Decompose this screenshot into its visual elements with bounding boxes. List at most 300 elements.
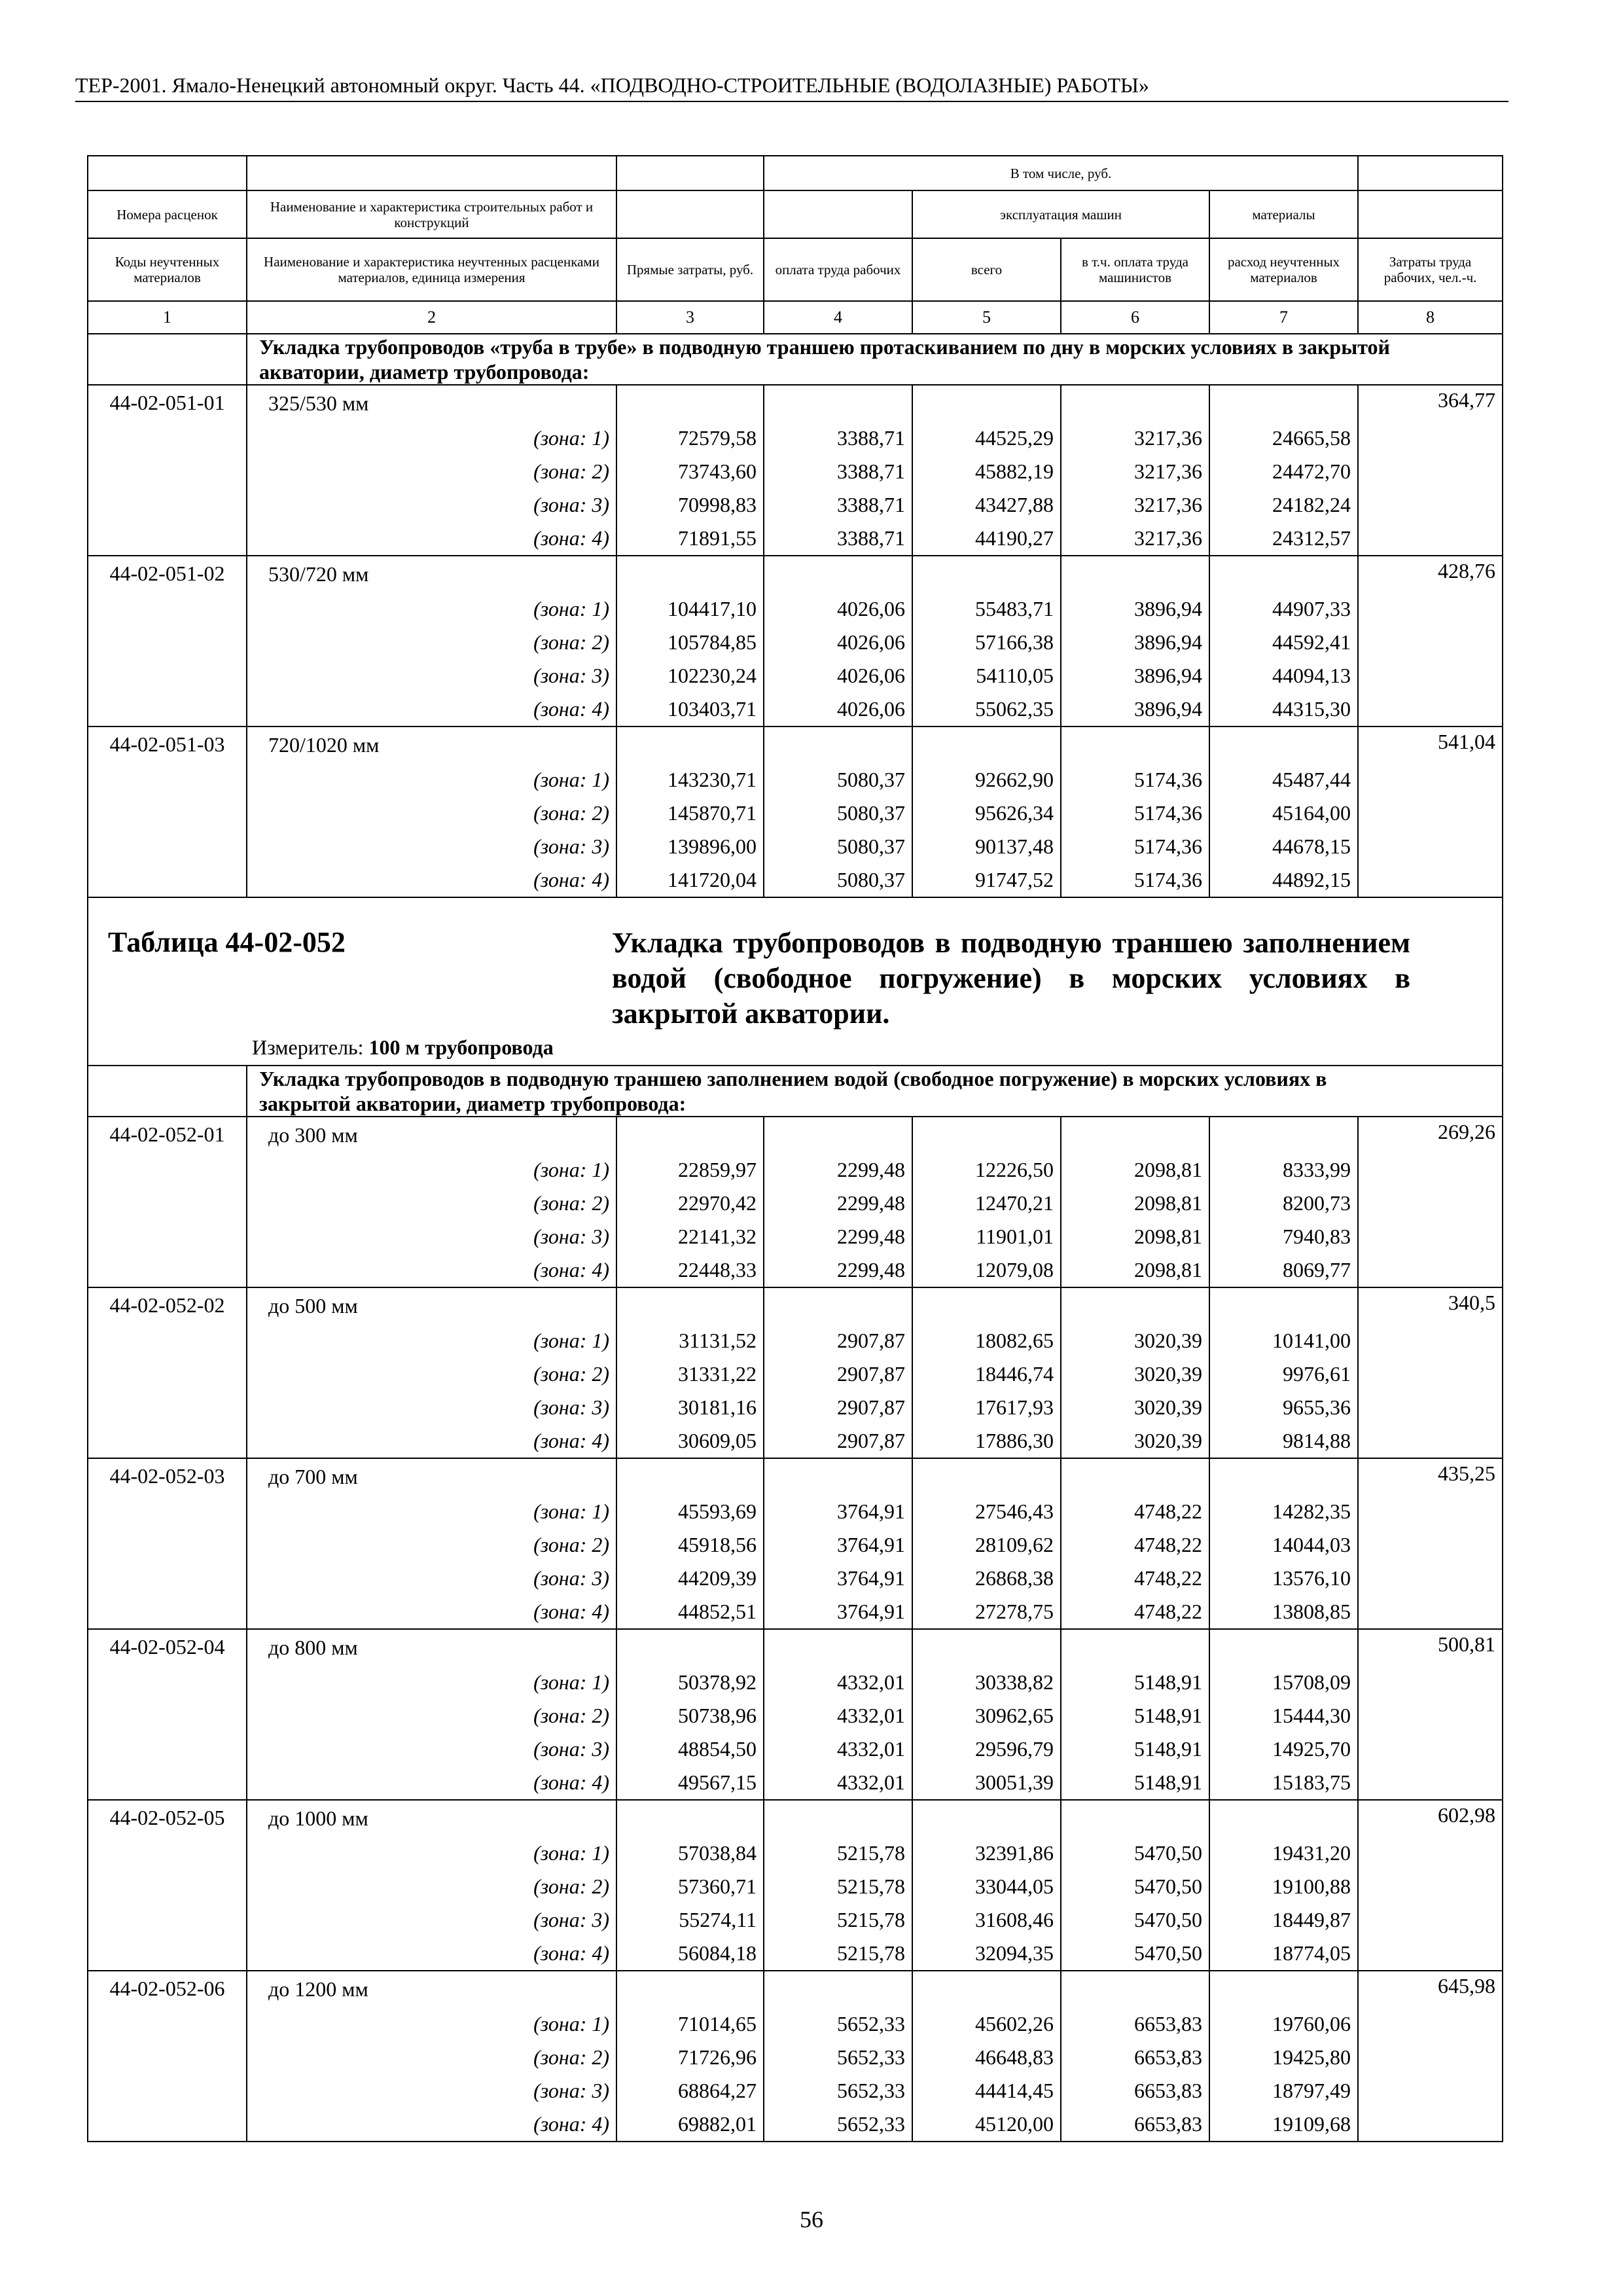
- cost-value: 2098,81: [1061, 1220, 1209, 1253]
- labor-value: 428,76: [1358, 556, 1503, 592]
- table-title-row: [88, 897, 1503, 1066]
- cost-value: 30962,65: [912, 1699, 1061, 1732]
- col-material-codes: Коды неучтенных материалов: [88, 238, 247, 301]
- rate-code: 44-02-051-02: [88, 556, 247, 726]
- rate-code: 44-02-052-02: [88, 1287, 247, 1458]
- cost-value: 2299,48: [764, 1220, 912, 1253]
- cost-value: 7940,83: [1209, 1220, 1358, 1253]
- cost-value: 24472,70: [1209, 455, 1358, 488]
- cost-value: 69882,01: [616, 2108, 764, 2142]
- cost-value: 4026,06: [764, 692, 912, 726]
- cost-value: 5174,36: [1061, 863, 1209, 897]
- unit-value: 100 м трубопровода: [368, 1035, 554, 1059]
- cost-value: 19100,88: [1209, 1870, 1358, 1903]
- cost-value: 2907,87: [764, 1357, 912, 1391]
- cost-value: 30338,82: [912, 1666, 1061, 1699]
- zone-label: (зона: 3): [247, 830, 616, 863]
- cost-value: 27546,43: [912, 1495, 1061, 1528]
- cost-value: 8333,99: [1209, 1153, 1358, 1187]
- rate-name: до 700 мм: [247, 1458, 616, 1495]
- rate-row: [88, 1287, 1503, 1324]
- cost-value: 57166,38: [912, 626, 1061, 659]
- cost-value: 55274,11: [616, 1903, 764, 1937]
- cost-value: 44094,13: [1209, 659, 1358, 692]
- labor-value: 269,26: [1358, 1117, 1503, 1153]
- cost-value: 12226,50: [912, 1153, 1061, 1187]
- cost-value: 50738,96: [616, 1699, 764, 1732]
- cost-value: 45882,19: [912, 455, 1061, 488]
- cost-value: 45164,00: [1209, 797, 1358, 830]
- zone-row: [88, 692, 1503, 726]
- section-title: Укладка трубопроводов «труба в трубе» в подводную траншею протаскиванием по дну в морских условиях в закрытой акватории, диаметр трубопровода:: [247, 334, 1503, 385]
- cost-value: 44907,33: [1209, 592, 1358, 626]
- cost-value: 24312,57: [1209, 522, 1358, 556]
- cost-value: 4748,22: [1061, 1495, 1209, 1528]
- zone-label: (зона: 3): [247, 488, 616, 522]
- cost-value: 6653,83: [1061, 2041, 1209, 2074]
- cost-value: 32094,35: [912, 1937, 1061, 1971]
- cost-value: 15444,30: [1209, 1699, 1358, 1732]
- cost-value: 2907,87: [764, 1391, 912, 1424]
- cost-value: 3217,36: [1061, 488, 1209, 522]
- rate-name: до 500 мм: [247, 1287, 616, 1324]
- cost-value: 19425,80: [1209, 2041, 1358, 2074]
- cost-value: 5470,50: [1061, 1870, 1209, 1903]
- rate-row: [88, 1629, 1503, 1666]
- cost-value: 3896,94: [1061, 592, 1209, 626]
- rate-row: [88, 1800, 1503, 1837]
- cost-value: 44892,15: [1209, 863, 1358, 897]
- rate-name: 530/720 мм: [247, 556, 616, 592]
- rate-code: 44-02-052-05: [88, 1800, 247, 1971]
- cost-value: 44852,51: [616, 1595, 764, 1629]
- column-numbers-row: 1 2 3 4 5 6 7 8: [88, 301, 1503, 334]
- cost-value: 24665,58: [1209, 422, 1358, 455]
- labor-value: 602,98: [1358, 1800, 1503, 1837]
- cost-value: 4332,01: [764, 1766, 912, 1800]
- cost-value: 44190,27: [912, 522, 1061, 556]
- section-title: Укладка трубопроводов в подводную траншею заполнением водой (свободное погружение) в морских условиях в закрытой акватории, диаметр трубопровода:: [247, 1066, 1503, 1117]
- cost-value: 18082,65: [912, 1324, 1061, 1357]
- zone-label: (зона: 4): [247, 1424, 616, 1458]
- unit-measure: [252, 1035, 554, 1060]
- zone-label: (зона: 4): [247, 863, 616, 897]
- cost-value: 14925,70: [1209, 1732, 1358, 1766]
- cost-value: 3764,91: [764, 1562, 912, 1595]
- cost-value: 22448,33: [616, 1253, 764, 1287]
- rates-table: [87, 155, 1503, 2142]
- zone-row: [88, 863, 1503, 897]
- cost-value: 2907,87: [764, 1424, 912, 1458]
- labor-value: 340,5: [1358, 1287, 1503, 1324]
- zone-label: (зона: 3): [247, 2074, 616, 2108]
- zone-row: [88, 830, 1503, 863]
- cost-value: 5148,91: [1061, 1766, 1209, 1800]
- rate-code: 44-02-051-01: [88, 385, 247, 556]
- cost-value: 3764,91: [764, 1595, 912, 1629]
- cost-value: 3020,39: [1061, 1391, 1209, 1424]
- zone-row: [88, 1595, 1503, 1629]
- cost-value: 28109,62: [912, 1528, 1061, 1562]
- cost-value: 3217,36: [1061, 522, 1209, 556]
- cost-value: 4026,06: [764, 626, 912, 659]
- section-header-row: [88, 334, 1503, 385]
- zone-row: [88, 1666, 1503, 1699]
- zone-label: (зона: 2): [247, 1357, 616, 1391]
- zone-label: (зона: 1): [247, 2007, 616, 2041]
- cost-value: 2299,48: [764, 1253, 912, 1287]
- labor-value: 541,04: [1358, 726, 1503, 763]
- cost-value: 17886,30: [912, 1424, 1061, 1458]
- zone-label: (зона: 2): [247, 1699, 616, 1732]
- cost-value: 44414,45: [912, 2074, 1061, 2108]
- cost-value: 9655,36: [1209, 1391, 1358, 1424]
- cost-value: 5174,36: [1061, 830, 1209, 863]
- zone-row: [88, 1732, 1503, 1766]
- zone-label: (зона: 1): [247, 1324, 616, 1357]
- cost-value: 44525,29: [912, 422, 1061, 455]
- cost-value: 4332,01: [764, 1699, 912, 1732]
- cost-value: 3388,71: [764, 488, 912, 522]
- cost-value: 4026,06: [764, 592, 912, 626]
- cost-value: 5080,37: [764, 863, 912, 897]
- zone-row: [88, 1495, 1503, 1528]
- cost-value: 54110,05: [912, 659, 1061, 692]
- cost-value: 3217,36: [1061, 455, 1209, 488]
- cost-value: 104417,10: [616, 592, 764, 626]
- cost-value: 2907,87: [764, 1324, 912, 1357]
- cost-value: 31608,46: [912, 1903, 1061, 1937]
- cost-value: 72579,58: [616, 422, 764, 455]
- col-material-names: Наименование и характеристика неучтенных расценками материалов, единица измерения: [247, 238, 616, 301]
- cost-value: 29596,79: [912, 1732, 1061, 1766]
- zone-label: (зона: 3): [247, 1391, 616, 1424]
- zone-row: [88, 1424, 1503, 1458]
- cost-value: 30051,39: [912, 1766, 1061, 1800]
- zone-row: [88, 1903, 1503, 1937]
- zone-row: [88, 2108, 1503, 2142]
- cost-value: 45120,00: [912, 2108, 1061, 2142]
- rate-name: до 300 мм: [247, 1117, 616, 1153]
- cost-value: 3896,94: [1061, 659, 1209, 692]
- zone-row: [88, 592, 1503, 626]
- col-labor: Затраты труда рабочих, чел.-ч.: [1358, 238, 1503, 301]
- labor-value: 435,25: [1358, 1458, 1503, 1495]
- cost-value: 71726,96: [616, 2041, 764, 2074]
- zone-label: (зона: 2): [247, 2041, 616, 2074]
- cost-value: 43427,88: [912, 488, 1061, 522]
- rate-row: [88, 1117, 1503, 1153]
- cost-value: 45487,44: [1209, 763, 1358, 797]
- cost-value: 102230,24: [616, 659, 764, 692]
- cost-value: 3020,39: [1061, 1424, 1209, 1458]
- col-labor-pay: оплата труда рабочих: [764, 238, 912, 301]
- cost-value: 105784,85: [616, 626, 764, 659]
- zone-label: (зона: 4): [247, 1595, 616, 1629]
- col-work-name: Наименование и характеристика строительных работ и конструкций: [247, 190, 616, 238]
- rate-name: до 1200 мм: [247, 1971, 616, 2007]
- zone-label: (зона: 3): [247, 1732, 616, 1766]
- cost-value: 19431,20: [1209, 1837, 1358, 1870]
- zone-row: [88, 2074, 1503, 2108]
- page-header: ТЕР-2001. Ямало-Ненецкий автономный округ. Часть 44. «ПОДВОДНО-СТРОИТЕЛЬНЫЕ (ВОДОЛАЗНЫЕ) РАБОТЫ»: [75, 72, 1508, 102]
- zone-row: [88, 2007, 1503, 2041]
- zone-row: [88, 1187, 1503, 1220]
- cost-value: 49567,15: [616, 1766, 764, 1800]
- section-header-row: [88, 1066, 1503, 1117]
- zone-label: (зона: 2): [247, 1187, 616, 1220]
- zone-label: (зона: 1): [247, 592, 616, 626]
- rate-code: 44-02-051-03: [88, 726, 247, 897]
- cost-value: 15708,09: [1209, 1666, 1358, 1699]
- cost-value: 14044,03: [1209, 1528, 1358, 1562]
- col-machines-total: всего: [912, 238, 1061, 301]
- cost-value: 5080,37: [764, 797, 912, 830]
- cost-value: 5080,37: [764, 763, 912, 797]
- zone-row: [88, 1699, 1503, 1732]
- cost-value: 5470,50: [1061, 1837, 1209, 1870]
- rate-name: 325/530 мм: [247, 385, 616, 422]
- col-machines: эксплуатация машин: [912, 190, 1209, 238]
- col-unaccounted-materials: расход неучтенных материалов: [1209, 238, 1358, 301]
- cost-value: 3764,91: [764, 1495, 912, 1528]
- col-materials: материалы: [1209, 190, 1358, 238]
- cost-value: 22859,97: [616, 1153, 764, 1187]
- cost-value: 5148,91: [1061, 1699, 1209, 1732]
- cost-value: 2098,81: [1061, 1187, 1209, 1220]
- cost-value: 15183,75: [1209, 1766, 1358, 1800]
- cost-value: 18797,49: [1209, 2074, 1358, 2108]
- col-including: В том числе, руб.: [764, 156, 1358, 190]
- rate-code: 44-02-052-03: [88, 1458, 247, 1629]
- cost-value: 32391,86: [912, 1837, 1061, 1870]
- cost-value: 6653,83: [1061, 2074, 1209, 2108]
- zone-label: (зона: 2): [247, 455, 616, 488]
- cost-value: 13808,85: [1209, 1595, 1358, 1629]
- cost-value: 22970,42: [616, 1187, 764, 1220]
- cost-value: 2098,81: [1061, 1153, 1209, 1187]
- cost-value: 31131,52: [616, 1324, 764, 1357]
- cost-value: 8069,77: [1209, 1253, 1358, 1287]
- rate-code: 44-02-052-06: [88, 1971, 247, 2142]
- col-rate-number: Номера расценок: [88, 190, 247, 238]
- cost-value: 5174,36: [1061, 797, 1209, 830]
- table-title: Укладка трубопроводов в подводную траншею заполнением водой (свободное погружение) в морских условиях в закрытой акватории.: [612, 927, 1410, 1030]
- cost-value: 30181,16: [616, 1391, 764, 1424]
- cost-value: 26868,38: [912, 1562, 1061, 1595]
- cost-value: 5080,37: [764, 830, 912, 863]
- zone-label: (зона: 2): [247, 1528, 616, 1562]
- zone-row: [88, 1766, 1503, 1800]
- cost-value: 50378,92: [616, 1666, 764, 1699]
- cost-value: 31331,22: [616, 1357, 764, 1391]
- zone-label: (зона: 4): [247, 2108, 616, 2142]
- cost-value: 3020,39: [1061, 1324, 1209, 1357]
- cost-value: 55483,71: [912, 592, 1061, 626]
- rate-name: до 800 мм: [247, 1629, 616, 1666]
- zone-row: [88, 626, 1503, 659]
- cost-value: 3020,39: [1061, 1357, 1209, 1391]
- cost-value: 44592,41: [1209, 626, 1358, 659]
- rate-row: [88, 1458, 1503, 1495]
- zone-row: [88, 1870, 1503, 1903]
- cost-value: 5148,91: [1061, 1732, 1209, 1766]
- cost-value: 6653,83: [1061, 2007, 1209, 2041]
- cost-value: 4332,01: [764, 1666, 912, 1699]
- zone-row: [88, 422, 1503, 455]
- cost-value: 5652,33: [764, 2007, 912, 2041]
- zone-row: [88, 1357, 1503, 1391]
- rate-name: до 1000 мм: [247, 1800, 616, 1837]
- cost-value: 2299,48: [764, 1187, 912, 1220]
- cost-value: 71014,65: [616, 2007, 764, 2041]
- cost-value: 92662,90: [912, 763, 1061, 797]
- zone-row: [88, 1153, 1503, 1187]
- labor-value: 645,98: [1358, 1971, 1503, 2007]
- rate-code: 44-02-052-01: [88, 1117, 247, 1287]
- zone-row: [88, 1937, 1503, 1971]
- cost-value: 46648,83: [912, 2041, 1061, 2074]
- cost-value: 27278,75: [912, 1595, 1061, 1629]
- rate-code: 44-02-052-04: [88, 1629, 247, 1800]
- page-number: 56: [800, 2206, 823, 2233]
- zone-label: (зона: 1): [247, 1666, 616, 1699]
- cost-value: 5215,78: [764, 1870, 912, 1903]
- zone-row: [88, 1220, 1503, 1253]
- cost-value: 103403,71: [616, 692, 764, 726]
- zone-row: [88, 522, 1503, 556]
- cost-value: 139896,00: [616, 830, 764, 863]
- cost-value: 45593,69: [616, 1495, 764, 1528]
- zone-row: [88, 1253, 1503, 1287]
- zone-label: (зона: 2): [247, 626, 616, 659]
- cost-value: 22141,32: [616, 1220, 764, 1253]
- cost-value: 18446,74: [912, 1357, 1061, 1391]
- zone-label: (зона: 1): [247, 1495, 616, 1528]
- cost-value: 3388,71: [764, 522, 912, 556]
- cost-value: 55062,35: [912, 692, 1061, 726]
- cost-value: 5470,50: [1061, 1903, 1209, 1937]
- cost-value: 33044,05: [912, 1870, 1061, 1903]
- unit-label: Измеритель:: [252, 1035, 369, 1059]
- zone-row: [88, 455, 1503, 488]
- labor-value: 500,81: [1358, 1629, 1503, 1666]
- table-label: Таблица 44-02-052: [108, 926, 346, 958]
- zone-row: [88, 1391, 1503, 1424]
- cost-value: 44209,39: [616, 1562, 764, 1595]
- cost-value: 141720,04: [616, 863, 764, 897]
- zone-row: [88, 797, 1503, 830]
- cost-value: 6653,83: [1061, 2108, 1209, 2142]
- cost-value: 5215,78: [764, 1903, 912, 1937]
- rate-name: 720/1020 мм: [247, 726, 616, 763]
- cost-value: 4026,06: [764, 659, 912, 692]
- cost-value: 5652,33: [764, 2074, 912, 2108]
- cost-value: 48854,50: [616, 1732, 764, 1766]
- cost-value: 3388,71: [764, 422, 912, 455]
- cost-value: 45602,26: [912, 2007, 1061, 2041]
- cost-value: 18774,05: [1209, 1937, 1358, 1971]
- cost-value: 30609,05: [616, 1424, 764, 1458]
- cost-value: 12470,21: [912, 1187, 1061, 1220]
- zone-label: (зона: 4): [247, 1766, 616, 1800]
- cost-value: 5652,33: [764, 2108, 912, 2142]
- cost-value: 5215,78: [764, 1937, 912, 1971]
- rate-row: [88, 726, 1503, 763]
- cost-value: 19760,06: [1209, 2007, 1358, 2041]
- cost-value: 5174,36: [1061, 763, 1209, 797]
- zone-row: [88, 1324, 1503, 1357]
- col-machinist-pay: в т.ч. оплата труда машинистов: [1061, 238, 1209, 301]
- cost-value: 3217,36: [1061, 422, 1209, 455]
- cost-value: 4748,22: [1061, 1595, 1209, 1629]
- cost-value: 8200,73: [1209, 1187, 1358, 1220]
- cost-value: 4332,01: [764, 1732, 912, 1766]
- zone-label: (зона: 3): [247, 659, 616, 692]
- zone-label: (зона: 4): [247, 1253, 616, 1287]
- cost-value: 13576,10: [1209, 1562, 1358, 1595]
- zone-label: (зона: 1): [247, 1153, 616, 1187]
- cost-value: 3896,94: [1061, 626, 1209, 659]
- cost-value: 145870,71: [616, 797, 764, 830]
- cost-value: 4748,22: [1061, 1528, 1209, 1562]
- cost-value: 10141,00: [1209, 1324, 1358, 1357]
- cost-value: 70998,83: [616, 488, 764, 522]
- cost-value: 5470,50: [1061, 1937, 1209, 1971]
- cost-value: 19109,68: [1209, 2108, 1358, 2142]
- cost-value: 2299,48: [764, 1153, 912, 1187]
- zone-row: [88, 1528, 1503, 1562]
- zone-row: [88, 488, 1503, 522]
- zone-label: (зона: 3): [247, 1220, 616, 1253]
- rate-row: [88, 385, 1503, 422]
- cost-value: 11901,01: [912, 1220, 1061, 1253]
- cost-value: 68864,27: [616, 2074, 764, 2108]
- zone-label: (зона: 1): [247, 422, 616, 455]
- cost-value: 9976,61: [1209, 1357, 1358, 1391]
- cost-value: 71891,55: [616, 522, 764, 556]
- zone-label: (зона: 1): [247, 763, 616, 797]
- cost-value: 57038,84: [616, 1837, 764, 1870]
- cost-value: 44315,30: [1209, 692, 1358, 726]
- cost-value: 12079,08: [912, 1253, 1061, 1287]
- cost-value: 5215,78: [764, 1837, 912, 1870]
- cost-value: 73743,60: [616, 455, 764, 488]
- cost-value: 143230,71: [616, 763, 764, 797]
- cost-value: 2098,81: [1061, 1253, 1209, 1287]
- cost-value: 3388,71: [764, 455, 912, 488]
- cost-value: 56084,18: [616, 1937, 764, 1971]
- cost-value: 44678,15: [1209, 830, 1358, 863]
- cost-value: 3764,91: [764, 1528, 912, 1562]
- zone-label: (зона: 1): [247, 1837, 616, 1870]
- cost-value: 18449,87: [1209, 1903, 1358, 1937]
- col-direct-costs: Прямые затраты, руб.: [616, 238, 764, 301]
- cost-value: 90137,48: [912, 830, 1061, 863]
- cost-value: 5148,91: [1061, 1666, 1209, 1699]
- zone-row: [88, 2041, 1503, 2074]
- cost-value: 24182,24: [1209, 488, 1358, 522]
- zone-label: (зона: 2): [247, 1870, 616, 1903]
- zone-row: [88, 659, 1503, 692]
- zone-label: (зона: 2): [247, 797, 616, 830]
- rate-row: [88, 556, 1503, 592]
- zone-label: (зона: 3): [247, 1903, 616, 1937]
- rate-row: [88, 1971, 1503, 2007]
- cost-value: 4748,22: [1061, 1562, 1209, 1595]
- zone-label: (зона: 3): [247, 1562, 616, 1595]
- zone-label: (зона: 4): [247, 522, 616, 556]
